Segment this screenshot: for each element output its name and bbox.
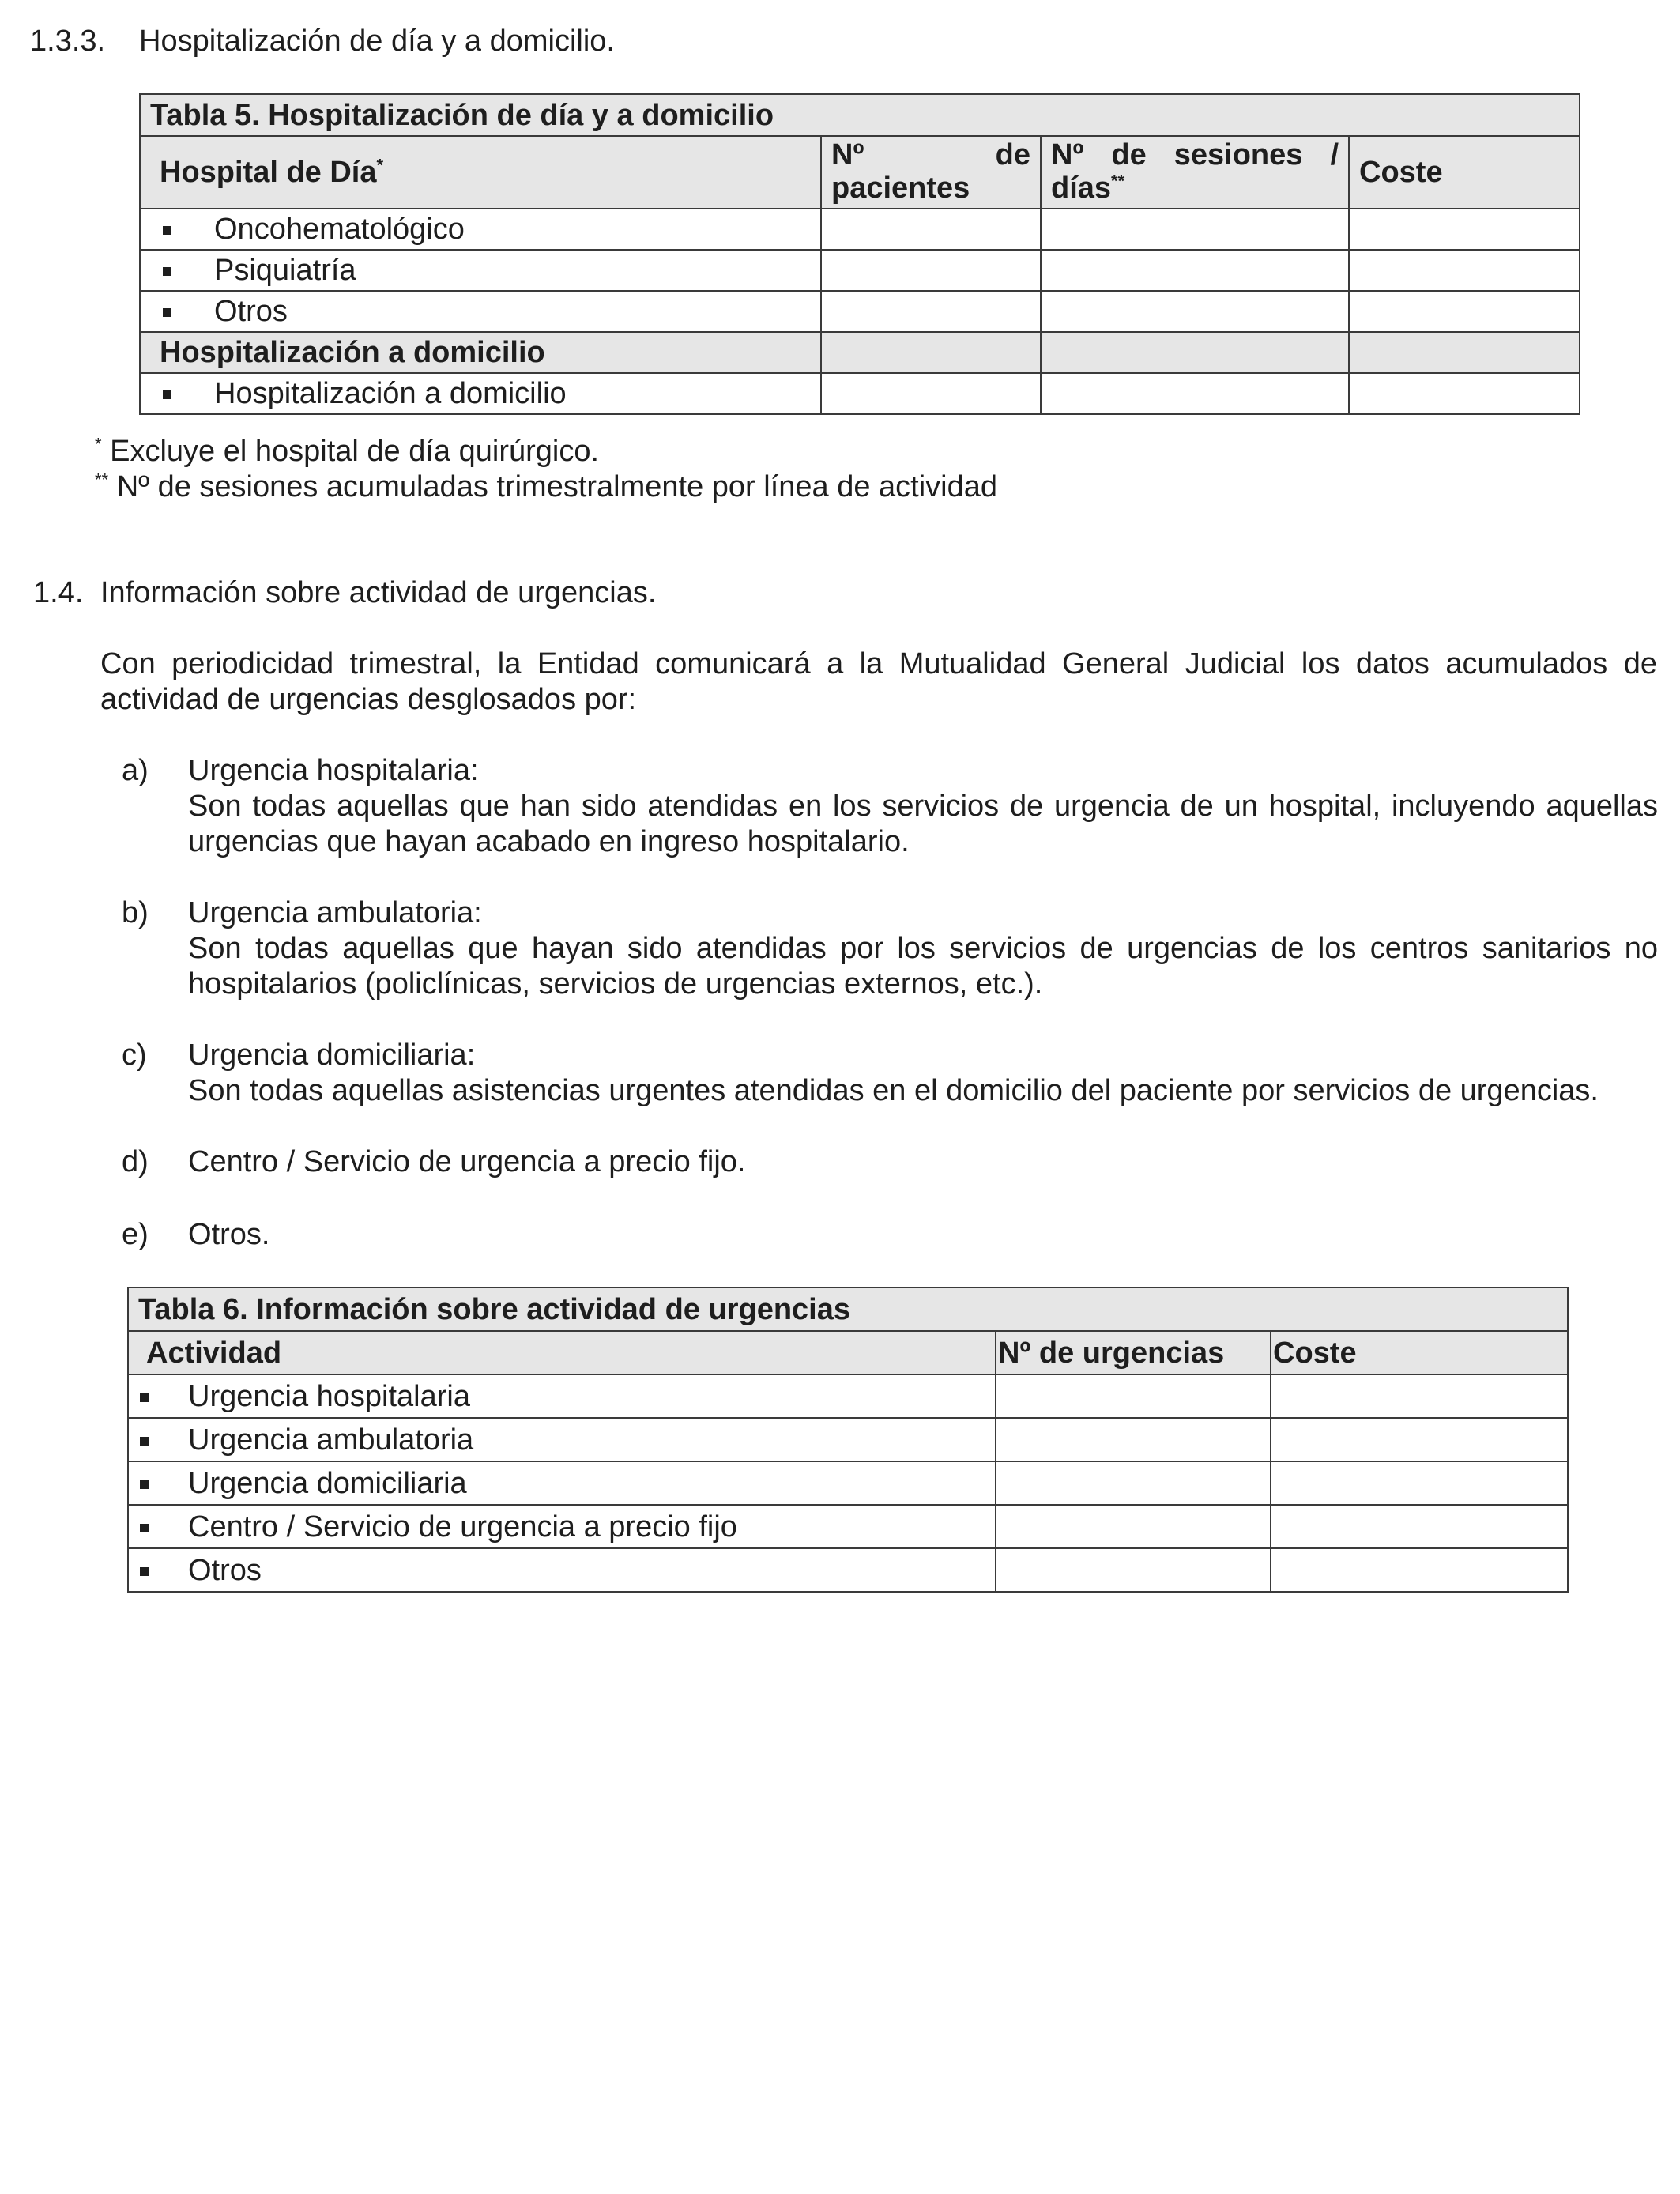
list-item [188,1144,1658,1180]
column-header-text: Coste [1359,156,1443,189]
table-5 [139,93,1580,415]
intro-paragraph: Con periodicidad trimestral, la Entidad comunicará a la Mutualidad General Judicial los datos acumulados de actividad de urgencias desglosados por: [100,647,1657,716]
table-caption [128,1287,1568,1331]
footnote-mark: * [95,434,102,454]
list-item-label: b) [122,896,149,929]
footnote-1 [95,434,599,469]
subheader-text: Hospitalización a domicilio [160,336,545,369]
section-number: 1.4. [33,576,84,609]
section-title: Hospitalización de día y a domicilio. [139,25,615,58]
table-cell [1271,1418,1568,1461]
footnote-2 [95,469,997,505]
table-6 [127,1287,1569,1593]
table-cell [821,373,1041,414]
column-header-hospital [140,136,821,209]
table-row [140,373,1580,414]
table-cell [1349,250,1580,291]
footnote-mark: * [376,155,384,175]
row-label-text: Urgencia ambulatoria [188,1423,474,1457]
table-cell [996,1418,1271,1461]
list-item-label: a) [122,754,149,787]
row-label-text: Otros [188,1553,262,1587]
header-line [1051,172,1339,205]
header-line [1051,138,1339,172]
footnote-mark: ** [1111,171,1125,191]
list-item [188,1038,1674,1109]
header-word: / [1330,138,1339,172]
header-word: de [1111,138,1147,172]
table-row [128,1505,1568,1548]
list-item [188,895,1658,1002]
list-item-label: e) [122,1218,149,1251]
table-cell [1271,1461,1568,1505]
column-header-cost [1271,1331,1568,1374]
header-word: de [995,138,1030,172]
list-item-title: Centro / Servicio de urgencia a precio fijo. [188,1145,746,1178]
row-label [140,373,821,414]
row-label [140,250,821,291]
column-header-text: Nº de urgencias [998,1336,1225,1370]
header-word: Nº [1051,138,1084,172]
table-caption [140,94,1580,136]
row-label-text: Otros [214,295,288,328]
row-label [140,209,821,250]
list-item-label: c) [122,1039,147,1072]
row-label [128,1548,996,1592]
table-row [128,1374,1568,1418]
section-title: Información sobre actividad de urgencias. [100,576,657,609]
table-cell [996,1548,1271,1592]
square-bullet-icon [163,308,171,317]
row-label-text: Centro / Servicio de urgencia a precio fijo [188,1510,737,1544]
table-cell [1041,209,1349,250]
row-label [128,1461,996,1505]
column-header-text: Hospital de Día [160,156,377,189]
table-cell [1349,332,1580,373]
square-bullet-icon [140,1393,149,1402]
table-cell [1349,373,1580,414]
table-caption-text: Tabla 6. Información sobre actividad de urgencias [138,1292,850,1326]
subheader-label [140,332,821,373]
row-label-text: Urgencia hospitalaria [188,1379,470,1413]
table-cell [1041,291,1349,332]
table-cell [821,291,1041,332]
table-cell [1041,250,1349,291]
square-bullet-icon [140,1524,149,1532]
column-header-sessions [1041,136,1349,209]
list-item-body: Son todas aquellas que han sido atendidas en los servicios de urgencia de un hospital, incluyendo aquellas urgencias que hayan acabado en ingreso hospitalario. [188,790,1658,858]
row-label-text: Hospitalización a domicilio [214,377,567,410]
row-label [140,291,821,332]
table-cell [1349,209,1580,250]
square-bullet-icon [163,226,171,235]
table-cell [821,250,1041,291]
list-item [188,753,1658,860]
list-item-body: Son todas aquellas asistencias urgentes atendidas en el domicilio del paciente por servicios de urgencias. [188,1074,1599,1107]
table-caption-text: Tabla 5. Hospitalización de día y a domicilio [150,98,774,132]
table-cell [1041,332,1349,373]
table-cell [1271,1374,1568,1418]
table-cell [1349,291,1580,332]
table-cell [996,1505,1271,1548]
table-cell [996,1461,1271,1505]
column-header-cost [1349,136,1580,209]
list-item-title: Urgencia ambulatoria: [188,896,482,929]
square-bullet-icon [140,1480,149,1489]
header-word: días [1051,172,1112,205]
list-item-title: Urgencia hospitalaria: [188,754,479,787]
list-item-title: Otros. [188,1218,270,1251]
column-header-patients [821,136,1041,209]
table-row [128,1461,1568,1505]
column-header-emergencies [996,1331,1271,1374]
row-label [128,1374,996,1418]
table-row [140,250,1580,291]
table-row [140,291,1580,332]
header-word: sesiones [1173,138,1303,172]
square-bullet-icon [163,267,171,276]
table-cell [821,209,1041,250]
table-row [140,209,1580,250]
table-row [128,1418,1568,1461]
list-item-label: d) [122,1145,149,1178]
column-header-text: Coste [1273,1336,1357,1370]
table-cell [1041,373,1349,414]
footnote-text: Excluye el hospital de día quirúrgico. [110,435,600,468]
section-number: 1.3.3. [30,25,106,58]
table-cell [1271,1505,1568,1548]
list-item-title: Urgencia domiciliaria: [188,1039,476,1072]
row-label-text: Psiquiatría [214,254,356,287]
row-label-text: Oncohematológico [214,213,465,246]
header-line: pacientes [831,172,970,205]
square-bullet-icon [140,1567,149,1576]
column-header-activity [128,1331,996,1374]
table-subheader-row [140,332,1580,373]
row-label [128,1505,996,1548]
table-cell [1271,1548,1568,1592]
list-item-body: Son todas aquellas que hayan sido atendidas por los servicios de urgencias de los centros sanitarios no hospitalarios (policlínicas, servicios de urgencias externos, etc.). [188,932,1658,1001]
header-line [831,138,1030,172]
column-header-text: Actividad [146,1336,282,1370]
table-cell [821,332,1041,373]
table-row [128,1548,1568,1592]
list-item [188,1217,1658,1253]
footnote-text: Nº de sesiones acumuladas trimestralmente por línea de actividad [116,470,998,503]
square-bullet-icon [163,390,171,399]
footnote-mark: ** [95,469,109,490]
square-bullet-icon [140,1437,149,1446]
row-label [128,1418,996,1461]
row-label-text: Urgencia domiciliaria [188,1466,467,1500]
header-word: Nº [831,138,864,172]
table-cell [996,1374,1271,1418]
